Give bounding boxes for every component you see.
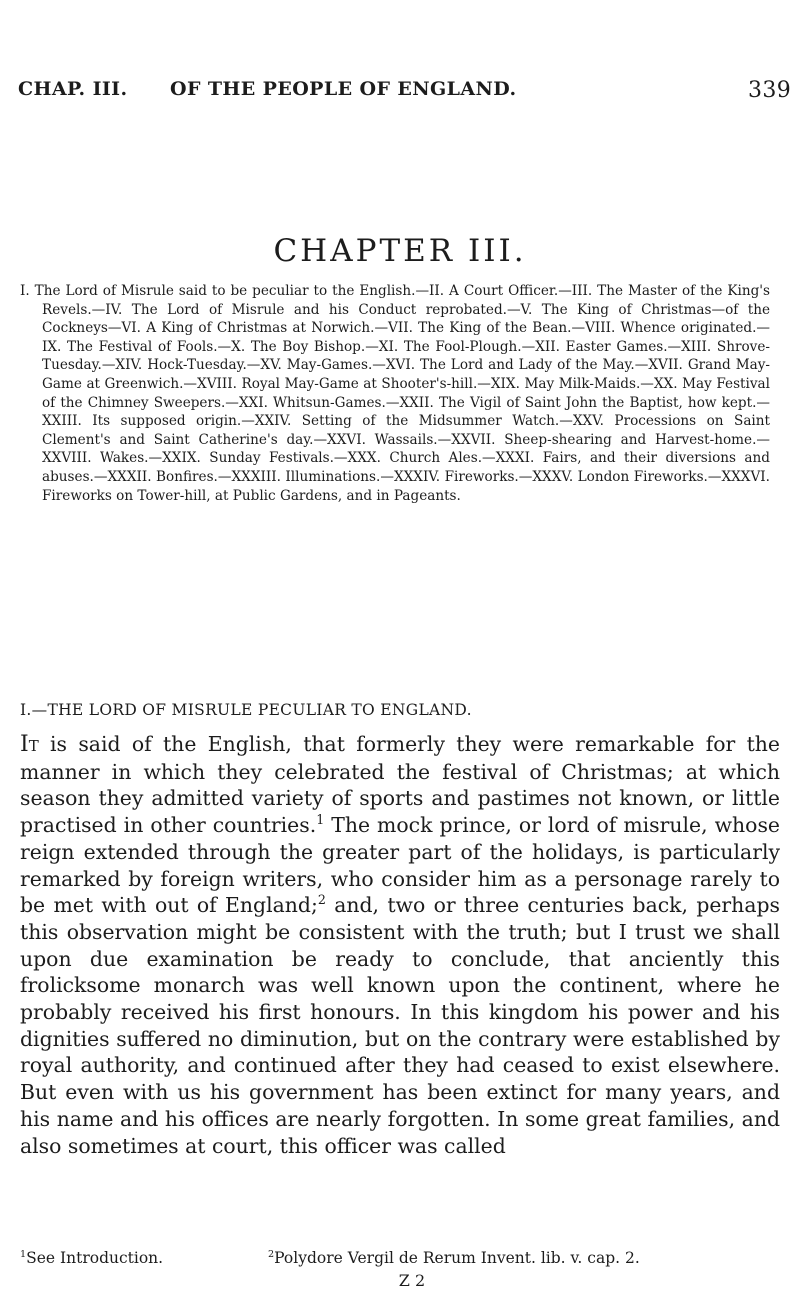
footnote-1 <box>20 1248 164 1267</box>
lead-word: It <box>20 732 39 757</box>
footnotes <box>20 1249 780 1271</box>
running-head <box>0 78 800 106</box>
footnote-2 <box>268 1248 640 1267</box>
footnote-1-mark: 1 <box>20 1248 27 1260</box>
signature-mark: Z 2 <box>398 1271 426 1290</box>
footnote-2-text: Polydore Vergil de Rerum Invent. lib. v. cap. 2. <box>274 1249 640 1267</box>
section-heading: I.—THE LORD OF MISRULE PECULIAR TO ENGLAND. <box>20 701 472 719</box>
page-number: 339 <box>748 78 792 103</box>
running-head-title: OF THE PEOPLE OF ENGLAND. <box>170 78 517 100</box>
footnote-2-mark: 2 <box>268 1248 275 1260</box>
footnote-1-text: See Introduction. <box>26 1249 164 1267</box>
running-head-chapter: CHAP. III. <box>18 78 128 100</box>
body-text-part-1: is said of the English, that formerly they were remarkable for the manner in which they celebrated the festival of Christmas; at which season they admitted variety of sports and pastimes not known, or little practised in other countries. <box>20 732 780 838</box>
chapter-summary-text: I. The Lord of Misrule said to be peculiar to the English.—II. A Court Officer.—III. The Master of the King's Revels.—IV. The Lord of Misrule and his Conduct reprobated.—V. The King of Christmas—of the Cockneys—VI. A King of Christmas at Norwich.—VII. The King of the Bean.—VIII. Whence originated.—IX. The Festival of Fools.—X. The Boy Bishop.—XI. The Fool-Plough.—XII. Easter Games.—XIII. Shrove-Tuesday.—XIV. Hock-Tuesday.—XV. May-Games.—XVI. The Lord and Lady of the May.—XVII. Grand May-Game at Greenwich.—XVIII. Royal May-Game at Shooter's-hill.—XIX. May Milk-Maids.—XX. May Festival of the Chimney Sweepers.—XXI. Whitsun-Games.—XXII. The Vigil of Saint John the Baptist, how kept.—XXIII. Its supposed origin.—XXIV. Setting of the Midsummer Watch.—XXV. Processions on Saint Clement's and Saint Catherine's day.—XXVI. Wassails.—XXVII. Sheep-shearing and Harvest-home.—XXVIII. Wakes.—XXIX. Sunday Festivals.—XXX. Church Ales.—XXXI. Fairs, and their diversions and abuses.—XXXII. Bonfires.—XXXIII. Illuminations.—XXXIV. Fireworks.—XXXV. London Fireworks.—XXXVI. Fireworks on Tower-hill, at Public Gardens, and in Pageants. <box>20 283 770 504</box>
body-text-part-2: The mock prince, or lord of misrule, whose reign extended through the greater part of the holidays, is particularly remarked by foreign writers, who consider him as a personage rarely to be met with out of England; <box>20 813 780 918</box>
body-text-part-3: and, two or three centuries back, perhaps this observation might be consistent with the truth; but I trust we shall upon due examination be ready to conclude, that anciently this frolicksome monarch was well known upon the continent, where he probably received his first honours. In this kingdom his power and his dignities suffered no diminution, but on the contrary were established by royal authority, and continued after they had ceased to exist elsewhere. But even with us his government has been extinct for many years, and his name and his offices are nearly forgotten. In some great families, and also sometimes at court, this officer was called <box>20 893 780 1158</box>
footnote-ref-1: 1 <box>316 812 325 828</box>
chapter-summary <box>20 282 770 505</box>
footnote-ref-2: 2 <box>317 892 326 908</box>
chapter-title: CHAPTER III. <box>273 233 527 269</box>
body-paragraph <box>20 731 780 1159</box>
